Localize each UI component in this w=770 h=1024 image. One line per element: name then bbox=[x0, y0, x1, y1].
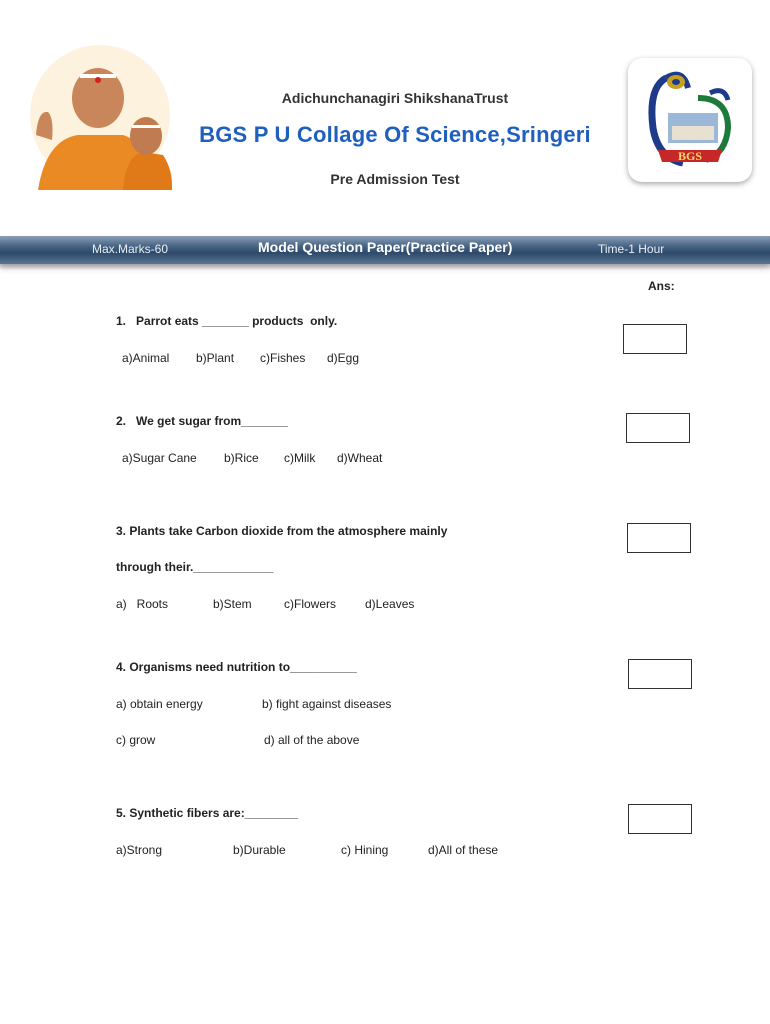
paper-title: Model Question Paper(Practice Paper) bbox=[258, 239, 513, 255]
q5-option-b: b)Durable bbox=[233, 843, 286, 857]
q4-option-b: b) fight against diseases bbox=[262, 697, 392, 711]
q2-option-d: d)Wheat bbox=[337, 451, 383, 465]
bgs-logo bbox=[628, 58, 752, 182]
test-name: Pre Admission Test bbox=[330, 171, 460, 187]
question-4: 4. Organisms need nutrition to__________ bbox=[116, 660, 357, 674]
question-2: 2. We get sugar from_______ bbox=[116, 414, 288, 428]
time-limit: Time-1 Hour bbox=[598, 242, 665, 256]
q3-option-d: d)Leaves bbox=[365, 597, 415, 611]
founder-photo bbox=[28, 40, 178, 190]
q4-option-a: a) obtain energy bbox=[116, 697, 203, 711]
q1-option-d: d)Egg bbox=[327, 351, 360, 365]
q5-option-d: d)All of these bbox=[428, 843, 499, 857]
q5-option-a: a)Strong bbox=[116, 843, 163, 857]
q4-answer-box[interactable] bbox=[628, 659, 692, 689]
q1-option-b: b)Plant bbox=[196, 351, 235, 365]
max-marks: Max.Marks-60 bbox=[92, 242, 169, 256]
q2-option-c: c)Milk bbox=[284, 451, 316, 465]
q2-option-a: a)Sugar Cane bbox=[122, 451, 197, 465]
q5-answer-box[interactable] bbox=[628, 804, 692, 834]
q2-option-b: b)Rice bbox=[224, 451, 259, 465]
q1-option-a: a)Animal bbox=[122, 351, 170, 365]
question-3-line-2: through their.____________ bbox=[116, 560, 274, 574]
q1-option-c: c)Fishes bbox=[260, 351, 306, 365]
q3-answer-box[interactable] bbox=[627, 523, 691, 553]
q2-answer-box[interactable] bbox=[626, 413, 690, 443]
question-1: 1. Parrot eats _______ products only. bbox=[116, 314, 338, 328]
q3-option-a: a) Roots bbox=[116, 597, 169, 611]
q3-option-c: c)Flowers bbox=[284, 597, 337, 611]
q4-option-c: c) grow bbox=[116, 733, 156, 747]
logo-text: BGS bbox=[677, 149, 703, 163]
q3-option-b: b)Stem bbox=[213, 597, 252, 611]
banner-shadow bbox=[0, 264, 770, 270]
q4-option-d: d) all of the above bbox=[264, 733, 360, 747]
question-5: 5. Synthetic fibers are:________ bbox=[116, 806, 299, 820]
question-3: 3. Plants take Carbon dioxide from the atmosphere mainly bbox=[116, 524, 448, 538]
trust-name: Adichunchanagiri ShikshanaTrust bbox=[281, 90, 509, 106]
answer-heading: Ans: bbox=[648, 279, 675, 293]
q5-option-c: c) Hining bbox=[341, 843, 389, 857]
college-name: BGS P U Collage Of Science,Sringeri bbox=[199, 122, 591, 147]
q1-answer-box[interactable] bbox=[623, 324, 687, 354]
